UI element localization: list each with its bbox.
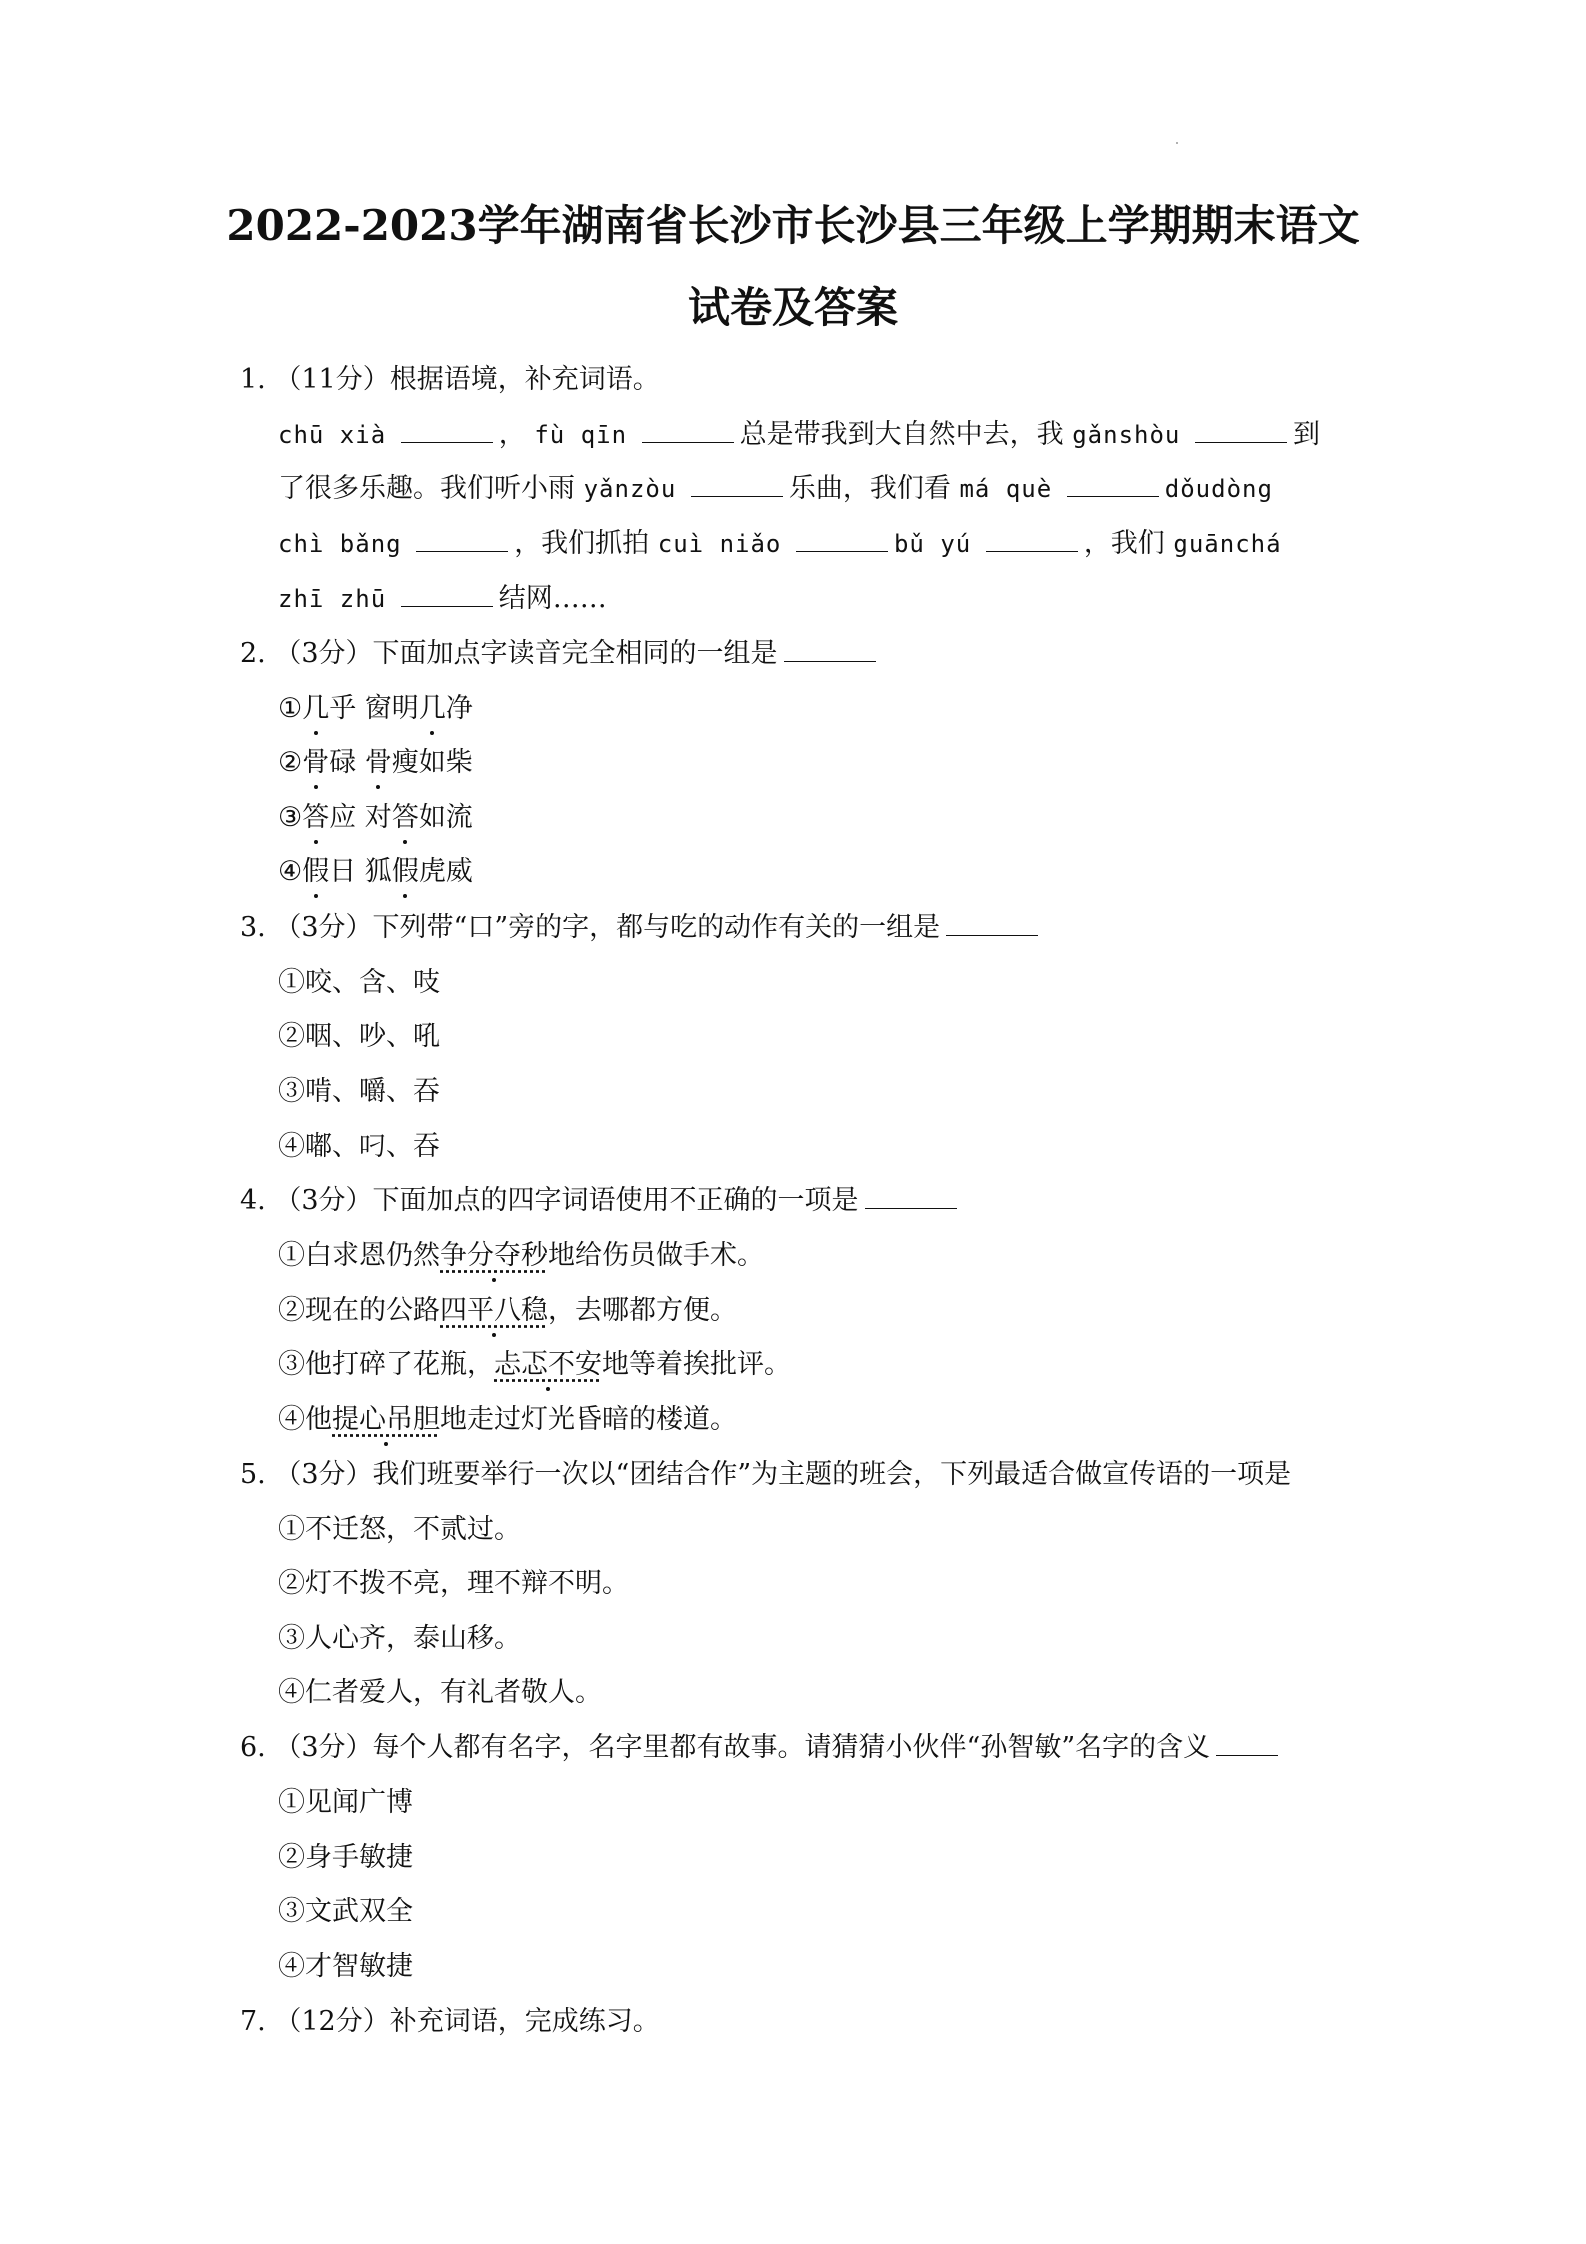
q1-blank-8[interactable] — [986, 527, 1078, 552]
q1-pinyin-9: bǔ yú — [893, 530, 972, 558]
q2-o3-mid: 应 对 — [329, 802, 392, 833]
q4-option-4 — [278, 1400, 737, 1440]
q2-option-3 — [278, 798, 473, 838]
q7-heading: 7. （12分）补充词语，完成练习。 — [240, 2006, 660, 2037]
q2-o3-dotted-1: 答 — [302, 798, 329, 838]
q1-blank-1[interactable] — [401, 418, 493, 443]
q3-option-4: ④嘟、叼、吞 — [278, 1131, 440, 1162]
q4-o4-pre: ④他 — [278, 1404, 332, 1435]
q1-line2 — [278, 469, 1273, 509]
q1-blank-2[interactable] — [642, 418, 734, 443]
q1-pinyin-1: chū xià — [278, 421, 387, 449]
q1-pinyin-4: yǎnzòu — [583, 475, 677, 503]
q4-o1-idiom: 争分夺秒 — [440, 1236, 548, 1276]
q2-o2-dotted-1: 骨 — [302, 743, 329, 783]
q1-text-7: 结网…… — [498, 583, 607, 614]
q1-blank-5[interactable] — [1067, 472, 1159, 497]
q1-pinyin-6: dǒudòng — [1164, 475, 1273, 503]
q6-option-3: ③文武双全 — [278, 1896, 413, 1927]
q2-option-2 — [278, 743, 473, 783]
q5-option-3: ③人心齐，泰山移。 — [278, 1623, 521, 1654]
q2-o4-dotted-2: 假 — [392, 852, 419, 892]
q2-o4-marker: ④ — [278, 856, 303, 887]
q2-o1-end: 净 — [445, 693, 473, 724]
q2-o1-marker: ① — [278, 693, 303, 724]
q2-o4-dotted-1: 假 — [302, 852, 329, 892]
q4-option-2 — [278, 1291, 737, 1331]
q2-o2-mid: 碌 — [329, 747, 365, 778]
q2-o1-dotted-2: 几 — [419, 689, 446, 729]
q3-answer-blank[interactable] — [946, 911, 1038, 936]
q3-option-1: ①咬、含、吱 — [278, 967, 440, 998]
q1-line3 — [278, 524, 1282, 564]
q4-heading-text: 4. （3分）下面加点的四字词语使用不正确的一项是 — [240, 1185, 859, 1216]
q1-pinyin-8: cuì niǎo — [657, 530, 782, 558]
q1-pinyin-2: fù qīn — [534, 421, 628, 449]
q5-option-1: ①不迁怒，不贰过。 — [278, 1514, 521, 1545]
q1-blank-4[interactable] — [691, 472, 783, 497]
q3-heading-text: 3. （3分）下列带“口”旁的字，都与吃的动作有关的一组是 — [240, 912, 941, 943]
q4-o2-idiom: 四平八稳 — [440, 1291, 548, 1331]
q2-o3-end: 如流 — [418, 802, 473, 833]
q5-option-2: ②灯不拨不亮，理不辩不明。 — [278, 1568, 629, 1599]
q1-heading: 1. （11分）根据语境，补充词语。 — [240, 364, 660, 395]
q4-o2-pre: ②现在的公路 — [278, 1295, 440, 1326]
q6-heading — [240, 1728, 1284, 1768]
corner-dot-mark — [1176, 142, 1178, 144]
q4-o3-pre: ③他打碎了花瓶， — [278, 1349, 494, 1380]
q2-heading-text: 2. （3分）下面加点字读音完全相同的一组是 — [240, 638, 778, 669]
q3-option-3: ③啃、嚼、吞 — [278, 1076, 440, 1107]
q1-text-4: 乐曲，我们看 — [788, 473, 951, 504]
q1-pinyin-10: guānchá — [1173, 530, 1282, 558]
q1-pinyin-7: chì bǎng — [278, 530, 402, 558]
q4-answer-blank[interactable] — [865, 1184, 957, 1209]
q4-o4-post: 地走过灯光昏暗的楼道。 — [440, 1404, 737, 1435]
q2-option-4 — [278, 852, 473, 892]
q2-o4-mid: 日 狐 — [329, 856, 392, 887]
q3-heading — [240, 908, 1044, 948]
q6-option-4: ④才智敏捷 — [278, 1951, 413, 1982]
q1-sep-1: ， — [498, 419, 526, 450]
q4-option-1 — [278, 1236, 764, 1276]
q1-pinyin-11: zhī zhū — [278, 585, 387, 613]
document-title-line2: 试卷及答案 — [687, 283, 898, 332]
q1-text-2: 到 — [1292, 419, 1320, 450]
q2-heading — [240, 634, 882, 674]
q3-option-2: ②咽、吵、吼 — [278, 1021, 440, 1052]
q2-o4-end: 虎威 — [418, 856, 473, 887]
q1-text-5: ，我们抓拍 — [514, 528, 650, 559]
q4-o1-pre: ①白求恩仍然 — [278, 1240, 440, 1271]
q1-blank-9[interactable] — [401, 582, 493, 607]
document-title-line1: 2022-2023学年湖南省长沙市长沙县三年级上学期期末语文 — [226, 201, 1360, 250]
q6-option-2: ②身手敏捷 — [278, 1842, 413, 1873]
q2-option-1 — [278, 689, 473, 729]
q4-option-3 — [278, 1345, 791, 1385]
q2-o3-marker: ③ — [278, 802, 303, 833]
q2-answer-blank[interactable] — [784, 637, 876, 662]
q4-o1-post: 地给伤员做手术。 — [548, 1240, 764, 1271]
q1-text-6: ，我们 — [1083, 528, 1165, 559]
q2-o2-dotted-2: 骨 — [365, 743, 392, 783]
q1-blank-6[interactable] — [416, 527, 508, 552]
q1-line4 — [278, 579, 607, 619]
q5-heading: 5. （3分）我们班要举行一次以“团结合作”为主题的班会，下列最适合做宣传语的一项是 — [240, 1459, 1292, 1490]
q2-o3-dotted-2: 答 — [392, 798, 419, 838]
q4-o3-idiom: 忐忑不安 — [494, 1345, 602, 1385]
q1-pinyin-3: gǎnshòu — [1072, 421, 1181, 449]
q2-o1-dotted-1: 几 — [302, 689, 329, 729]
q5-option-4: ④仁者爱人，有礼者敬人。 — [278, 1677, 602, 1708]
q4-o2-post: ，去哪都方便。 — [548, 1295, 737, 1326]
q6-option-1: ①见闻广博 — [278, 1787, 413, 1818]
q4-heading — [240, 1181, 963, 1221]
q2-o2-marker: ② — [278, 747, 303, 778]
q1-line1 — [278, 415, 1320, 455]
q1-text-1: 总是带我到大自然中去，我 — [739, 419, 1064, 450]
q2-o2-end: 瘦如柴 — [391, 747, 473, 778]
q4-o3-post: 地等着挨批评。 — [602, 1349, 791, 1380]
q1-text-3: 了很多乐趣。我们听小雨 — [278, 473, 575, 504]
q1-blank-3[interactable] — [1195, 418, 1287, 443]
q1-pinyin-5: má què — [959, 475, 1053, 503]
q6-heading-text: 6. （3分）每个人都有名字，名字里都有故事。请猜猜小伙伴“孙智敏”名字的含义 — [240, 1732, 1211, 1763]
q2-o1-mid: 乎 窗明 — [329, 693, 419, 724]
q6-answer-blank[interactable] — [1216, 1731, 1278, 1756]
q4-o4-idiom: 提心吊胆 — [332, 1400, 440, 1440]
q1-blank-7[interactable] — [796, 527, 888, 552]
